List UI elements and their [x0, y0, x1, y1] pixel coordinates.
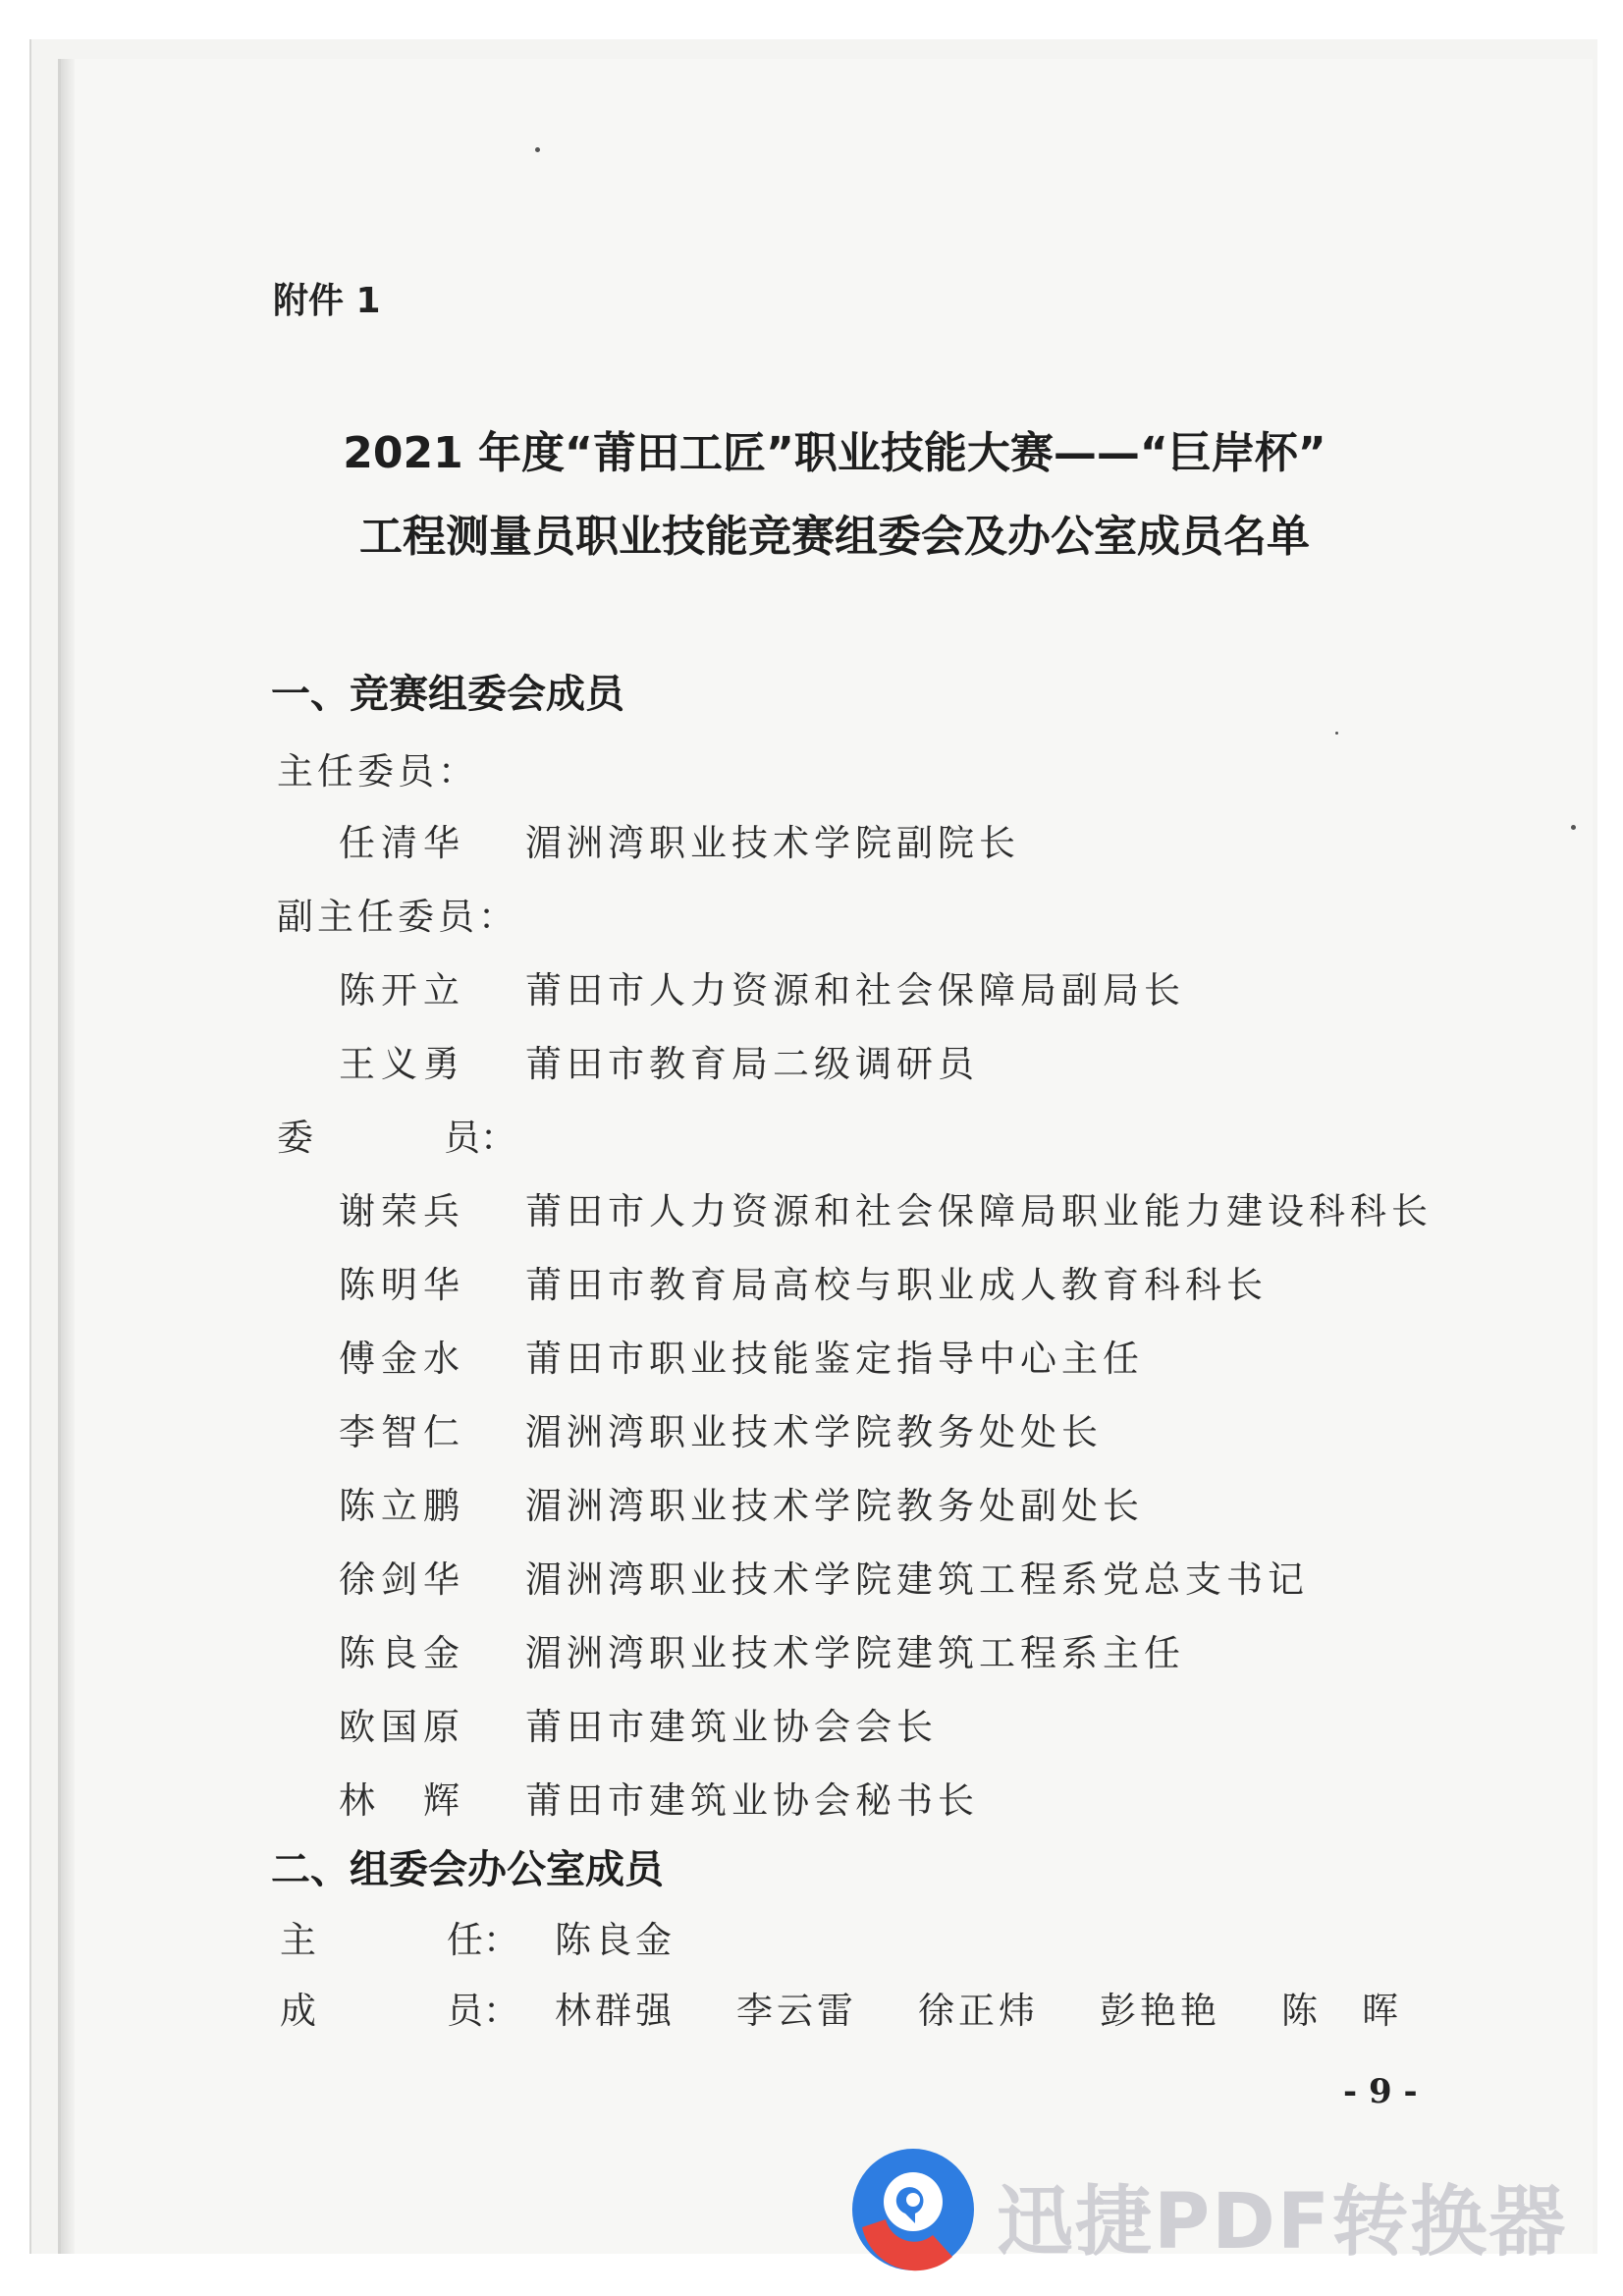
scan-speck — [535, 147, 540, 152]
member-name: 傅金水 — [339, 1338, 465, 1380]
role-label-director: 主任委员： — [277, 750, 478, 793]
office-staff-name: 徐正炜 — [918, 1990, 1039, 2032]
attachment-label: 附件 1 — [273, 281, 381, 321]
member-row — [339, 1697, 938, 1750]
member-row — [339, 1255, 1268, 1308]
member-name: 谢荣兵 — [339, 1190, 465, 1232]
member-title: 莆田市人力资源和社会保障局副局长 — [525, 969, 1185, 1011]
member-name: 欧国原 — [339, 1706, 465, 1748]
office-head-label — [280, 1910, 555, 1963]
member-title: 湄洲湾职业技术学院副院长 — [525, 822, 1020, 864]
member-title: 莆田市教育局二级调研员 — [525, 1043, 979, 1085]
role-label-committee — [277, 1108, 516, 1161]
member-title: 莆田市建筑业协会会长 — [525, 1706, 938, 1748]
office-staff-label — [280, 1981, 555, 2034]
office-head-row — [280, 1910, 736, 1963]
member-row — [339, 1034, 979, 1087]
member-name: 王义勇 — [339, 1043, 465, 1085]
xunjie-logo-icon — [844, 2141, 982, 2278]
member-title: 湄洲湾职业技术学院建筑工程系党总支书记 — [525, 1558, 1309, 1601]
member-title: 莆田市教育局高校与职业成人教育科科长 — [525, 1264, 1268, 1306]
office-staff-name: 李云雷 — [736, 1990, 857, 2032]
watermark-brand-text: 迅捷PDF转换器 — [997, 2178, 1568, 2267]
role-label-deputy: 副主任委员： — [277, 896, 518, 938]
page-number: - 9 - — [1343, 2072, 1418, 2111]
office-staff-name: 陈 晖 — [1281, 1990, 1402, 2032]
member-row — [339, 1623, 1185, 1676]
office-staff-label-last: 员： — [447, 1990, 519, 2032]
member-name: 徐剑华 — [339, 1558, 465, 1601]
member-title: 莆田市人力资源和社会保障局职业能力建设科科长 — [525, 1190, 1433, 1232]
office-head-label-first: 主 — [280, 1919, 316, 1961]
member-row — [339, 1329, 1144, 1382]
office-staff-label-first: 成 — [280, 1990, 316, 2032]
document-title-line-2: 工程测量员职业技能竞赛组委会及办公室成员名单 — [359, 512, 1310, 562]
member-name: 陈立鹏 — [339, 1485, 465, 1527]
member-row — [339, 813, 1020, 866]
member-row — [339, 1771, 979, 1824]
member-title: 莆田市职业技能鉴定指导中心主任 — [525, 1338, 1144, 1380]
member-name: 任清华 — [339, 822, 465, 864]
role-label-committee-first: 委 — [277, 1117, 313, 1159]
member-name: 陈明华 — [339, 1264, 465, 1306]
scan-speck — [1571, 825, 1576, 830]
section-heading-office: 二、组委会办公室成员 — [271, 1847, 664, 1892]
office-head-name: 陈良金 — [555, 1919, 676, 1961]
member-name: 林 辉 — [339, 1779, 465, 1822]
member-row — [339, 1476, 1144, 1529]
office-staff-name: 彭艳艳 — [1100, 1990, 1220, 2032]
section-heading-committee: 一、竞赛组委会成员 — [271, 672, 624, 717]
member-row — [339, 1550, 1309, 1603]
member-name: 陈良金 — [339, 1632, 465, 1674]
page-binding-edge — [61, 59, 75, 2254]
member-name: 李智仁 — [339, 1411, 465, 1453]
office-staff-row — [280, 1981, 1463, 2034]
member-row — [339, 1181, 1433, 1234]
office-head-label-last: 任： — [447, 1919, 519, 1961]
member-title: 湄洲湾职业技术学院教务处处长 — [525, 1411, 1103, 1453]
scan-speck — [1335, 732, 1338, 735]
office-staff-name: 林群强 — [555, 1990, 676, 2032]
document-title-line-1: 2021 年度“莆田工匠”职业技能大赛——“巨岸杯” — [343, 428, 1326, 478]
member-row — [339, 960, 1185, 1013]
member-name: 陈开立 — [339, 969, 465, 1011]
member-title: 湄洲湾职业技术学院建筑工程系主任 — [525, 1632, 1185, 1674]
role-label-committee-last: 员： — [444, 1117, 516, 1159]
member-title: 莆田市建筑业协会秘书长 — [525, 1779, 979, 1822]
member-row — [339, 1402, 1103, 1455]
member-title: 湄洲湾职业技术学院教务处副处长 — [525, 1485, 1144, 1527]
